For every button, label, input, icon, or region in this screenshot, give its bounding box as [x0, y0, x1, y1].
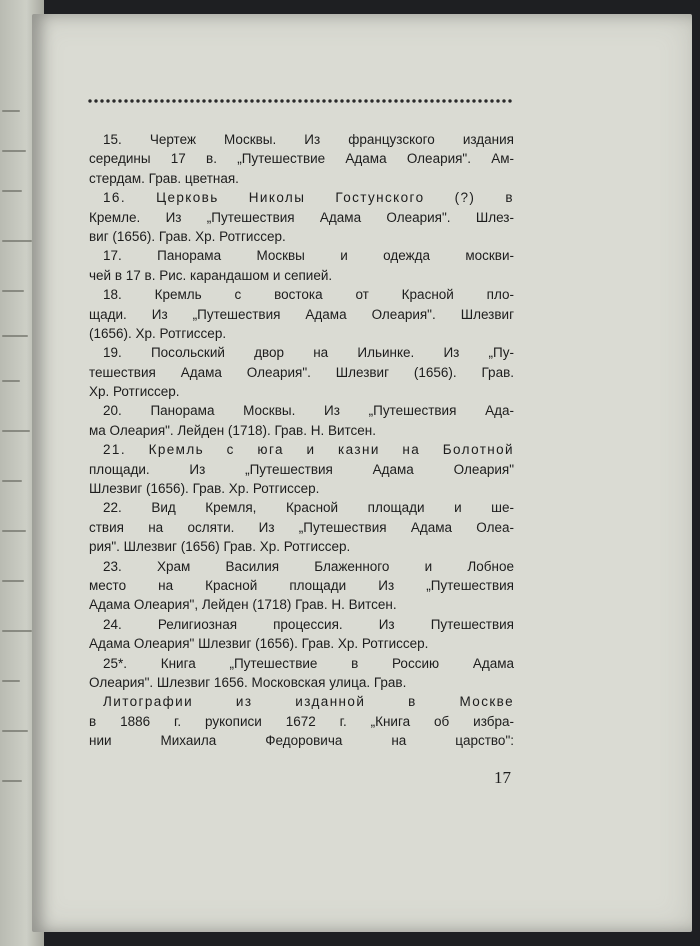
text-line: рия". Шлезвиг (1656) Грав. Хр. Ротгиссер.	[89, 539, 351, 555]
text-line: Олеария". Шлезвиг 1656. Московская улица. Грав.	[89, 674, 407, 690]
text-line: стердам. Грав. цветная.	[89, 170, 239, 186]
text-line: 20. Панорама Москвы. Из „Путешествия Ада-	[103, 403, 514, 419]
text-line: виг (1656). Грав. Хр. Ротгиссер.	[89, 228, 286, 244]
text-line: 17. Панорама Москвы и одежда москви-	[103, 248, 514, 264]
text-line: Адама Олеария", Лейден (1718) Грав. Н. Витсен.	[89, 597, 397, 613]
text-line: Кремле. Из „Путешествия Адама Олеария". Шлез-	[89, 209, 514, 225]
dotted-divider	[87, 98, 512, 104]
page-number: 17	[494, 768, 511, 787]
text-line: Адама Олеария" Шлезвиг (1656). Грав. Хр. Ротгиссер.	[89, 636, 429, 652]
text-line: 19. Посольский двор на Ильинке. Из „Пу-	[103, 345, 514, 361]
text-line: 18. Кремль с востока от Красной пло-	[103, 287, 514, 303]
text-line: в 1886 г. рукописи 1672 г. „Книга об избра-	[89, 713, 514, 729]
text-line: 24. Религиозная процессия. Из Путешествия	[103, 616, 514, 632]
text-line: тешествия Адама Олеария". Шлезвиг (1656). Грав.	[89, 364, 514, 380]
text-line: щади. Из „Путешествия Адама Олеария". Шлезвиг	[89, 306, 514, 322]
text-line: Шлезвиг (1656). Грав. Хр. Ротгиссер.	[89, 481, 320, 497]
text-line: место на Красной площади Из „Путешествия	[89, 577, 514, 593]
text-line: (1656). Хр. Ротгиссер.	[89, 325, 227, 341]
text-line: 15. Чертеж Москвы. Из французского издания	[103, 132, 514, 147]
text-line: чей в 17 в. Рис. карандашом и сепией.	[89, 267, 333, 283]
text-line: ма Олеария". Лейден (1718). Грав. Н. Витсен.	[89, 422, 376, 438]
text-line: 23. Храм Василия Блаженного и Лобное	[103, 558, 514, 574]
text-line: Хр. Ротгиссер.	[89, 384, 180, 400]
text-line: 25*. Книга „Путешествие в Россию Адама	[103, 655, 514, 671]
text-line: 22. Вид Кремля, Красной площади и ше-	[103, 500, 514, 516]
text-line: 21. Кремль с юга и казни на Болотной	[103, 442, 514, 458]
text-line: середины 17 в. „Путешествие Адама Олеария". Ам-	[89, 151, 514, 167]
text-line: ствия на осляти. Из „Путешествия Адама Олеа-	[89, 519, 514, 535]
caption-list	[89, 130, 514, 751]
text-line: нии Михаила Федоровича на царство":	[89, 733, 514, 749]
text-line: 16. Церковь Николы Гостунского (?) в	[103, 190, 514, 206]
text-line: площади. Из „Путешествия Адама Олеария"	[89, 461, 514, 477]
text-line: Литографии из изданной в Москве	[103, 694, 514, 710]
